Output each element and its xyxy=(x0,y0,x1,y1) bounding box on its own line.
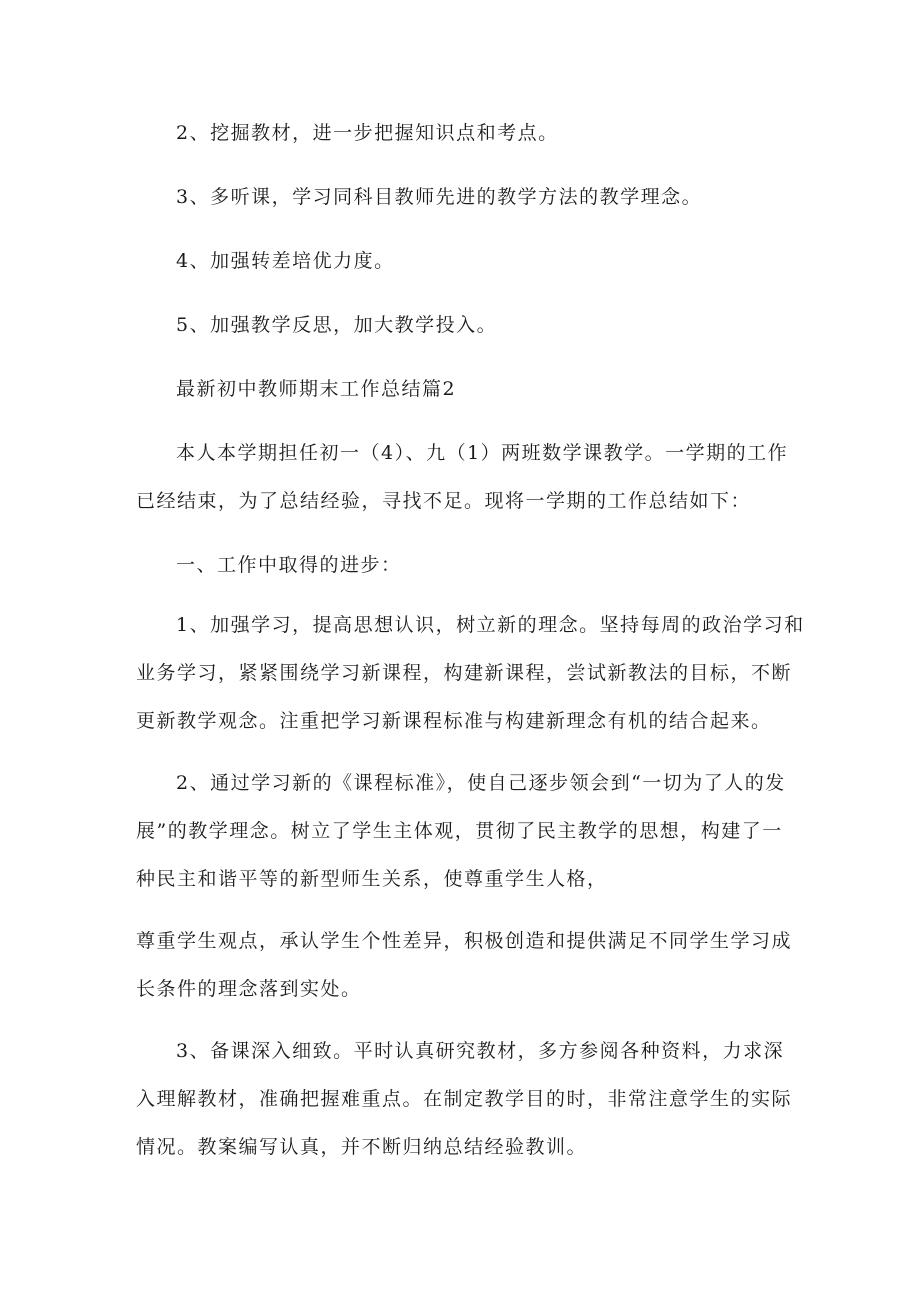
paragraph-1-line-2: 业务学习，紧紧围绕学习新课程，构建新课程，尝试新教法的目标，不断 xyxy=(136,662,793,684)
paragraph-intro-line-2: 已经结束，为了总结经验，寻找不足。现将一学期的工作总结如下： xyxy=(136,490,752,512)
paragraph-2-line-3: 种民主和谐平等的新型师生关系，使尊重学生人格， xyxy=(136,868,608,890)
paragraph-2-line-1: 2、通过学习新的《课程标准》，使自己逐步领会到“一切为了人的发 xyxy=(176,772,786,794)
list-item-5: 5、加强教学反思，加大教学投入。 xyxy=(176,314,498,336)
section-heading: 最新初中教师期末工作总结篇2 xyxy=(176,378,457,400)
paragraph-2-line-2: 展”的教学理念。树立了学生主体观，贯彻了民主教学的思想，构建了一 xyxy=(136,820,783,842)
list-item-4: 4、加强转差培优力度。 xyxy=(176,250,395,272)
paragraph-1-line-1: 1、加强学习，提高思想认识，树立新的理念。坚持每周的政治学习和 xyxy=(176,614,805,636)
paragraph-intro-line-1: 本人本学期担任初一（4）、九（1）两班数学课教学。一学期的工作 xyxy=(176,442,789,464)
paragraph-4-line-1: 3、备课深入细致。平时认真研究教材，多方参阅各种资料，力求深 xyxy=(176,1040,785,1062)
paragraph-1-line-3: 更新教学观念。注重把学习新课程标准与构建新理念有机的结合起来。 xyxy=(136,710,772,732)
paragraph-3-line-2: 长条件的理念落到实处。 xyxy=(136,978,362,1000)
subheading-progress: 一、工作中取得的进步： xyxy=(176,554,402,576)
list-item-2: 2、挖掘教材，进一步把握知识点和考点。 xyxy=(176,122,559,144)
paragraph-4-line-2: 入理解教材，准确把握难重点。在制定教学目的时，非常注意学生的实际 xyxy=(136,1088,793,1110)
list-item-3: 3、多听课，学习同科目教师先进的教学方法的教学理念。 xyxy=(176,186,703,208)
paragraph-3-line-1: 尊重学生观点，承认学生个性差异，积极创造和提供满足不同学生学习成 xyxy=(136,930,793,952)
paragraph-4-line-3: 情况。教案编写认真，并不断归纳总结经验教训。 xyxy=(136,1136,588,1158)
